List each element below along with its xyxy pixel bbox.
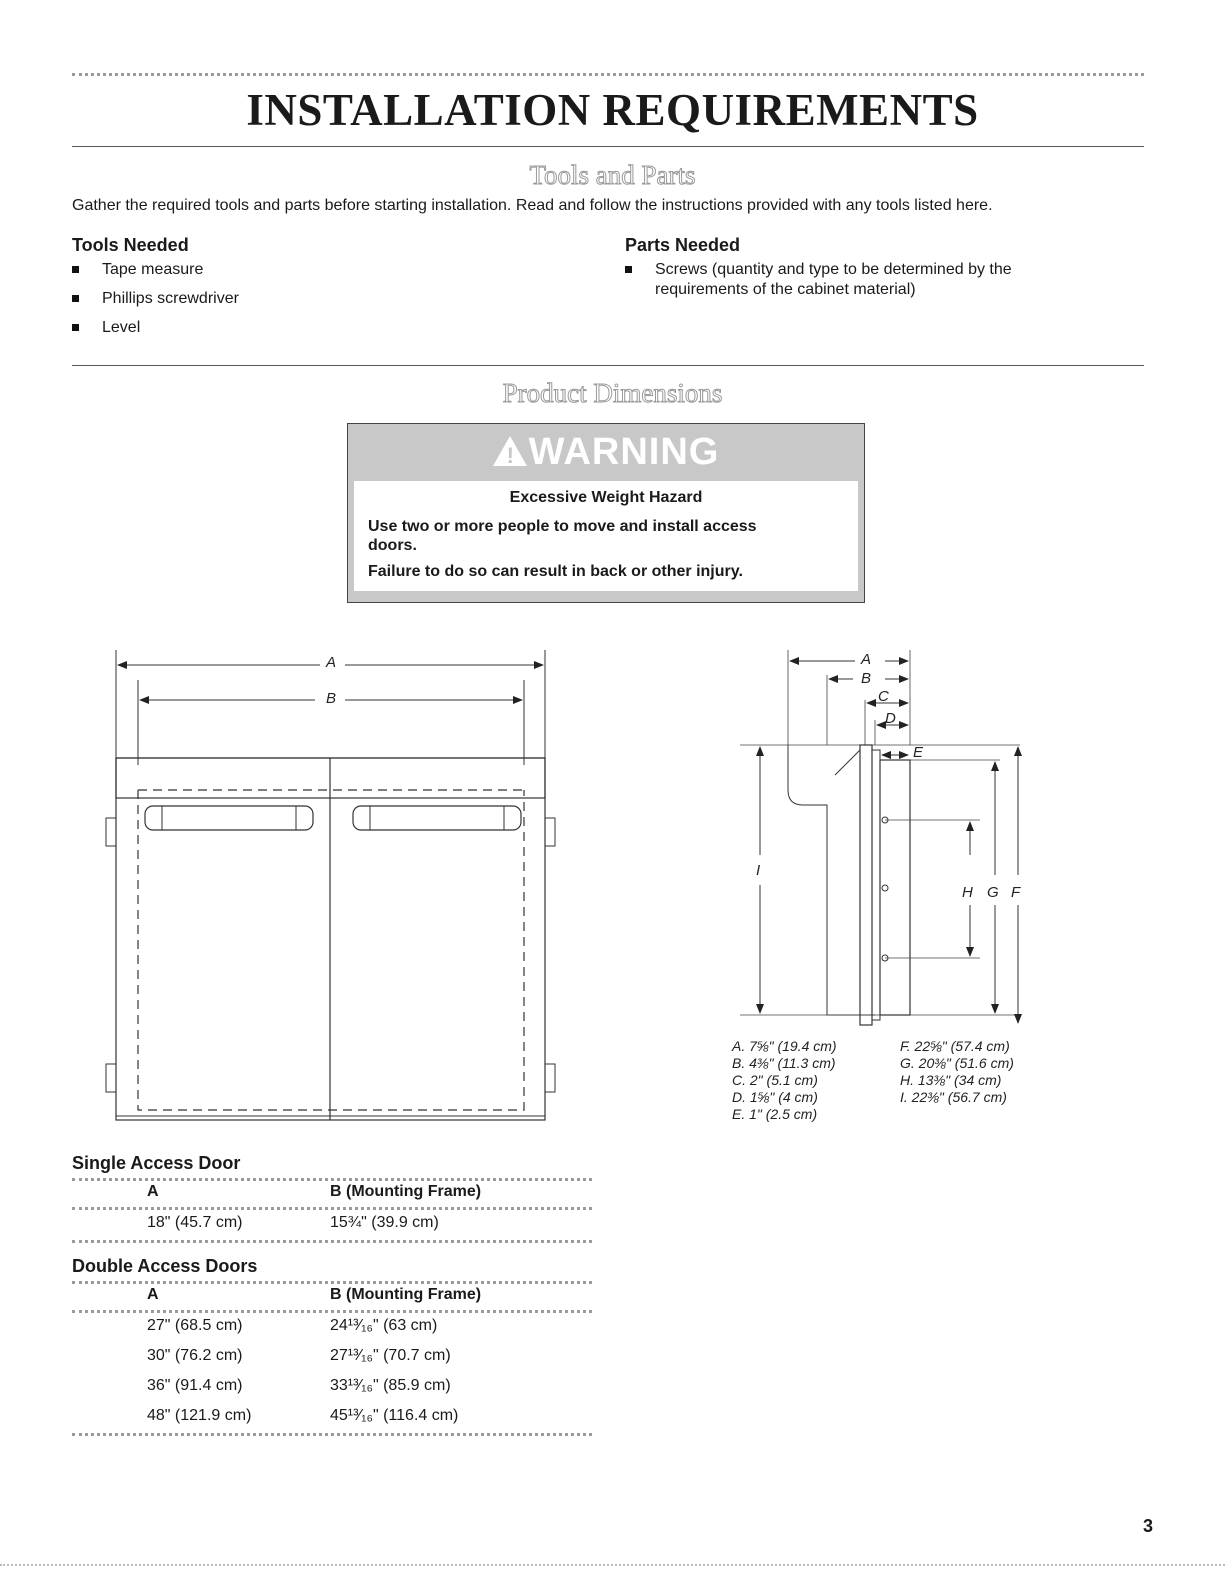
single-door-table bbox=[72, 1178, 592, 1243]
bottom-decorative-rule bbox=[0, 1564, 1225, 1566]
side-label-a: A bbox=[861, 651, 872, 668]
top-decorative-rule bbox=[72, 73, 1144, 76]
warning-line-1: Use two or more people to move and install access doors. bbox=[368, 518, 757, 554]
parts-needed-heading: Parts Needed bbox=[625, 235, 741, 255]
parts-list bbox=[625, 260, 1065, 309]
front-label-b: B bbox=[326, 690, 337, 707]
table-header-row bbox=[72, 1284, 592, 1310]
warning-line-2: Failure to do so can result in back or other injury. bbox=[368, 563, 743, 580]
side-label-i: I bbox=[756, 862, 761, 879]
bullet-icon bbox=[72, 295, 79, 302]
title-divider bbox=[72, 146, 1144, 147]
side-label-c: C bbox=[878, 688, 889, 705]
table-rule bbox=[72, 1433, 592, 1436]
side-label-g: G bbox=[987, 884, 999, 901]
side-label-d: D bbox=[885, 710, 896, 727]
list-item: Level bbox=[72, 318, 552, 338]
list-item: Tape measure bbox=[72, 260, 552, 280]
list-item: Screws (quantity and type to be determined by the requirements of the cabinet material) bbox=[625, 260, 1065, 300]
warning-header: ! WARNING bbox=[348, 431, 864, 474]
bullet-icon bbox=[625, 266, 632, 273]
single-door-table-title: Single Access Door bbox=[72, 1153, 241, 1173]
table-row: 30" (76.2 cm) 27¹³⁄₁₆" (70.7 cm) bbox=[147, 1347, 451, 1364]
bullet-icon bbox=[72, 266, 79, 273]
list-item: Phillips screwdriver bbox=[72, 289, 552, 309]
table-row: 18" (45.7 cm) 15¾" (39.9 cm) bbox=[147, 1214, 439, 1231]
side-label-b: B bbox=[861, 670, 872, 687]
front-view-diagram bbox=[100, 640, 570, 1130]
double-door-table-title: Double Access Doors bbox=[72, 1256, 258, 1276]
page-number: 3 bbox=[1142, 1516, 1153, 1536]
tools-needed-heading: Tools Needed bbox=[72, 235, 189, 255]
front-label-a: A bbox=[326, 654, 337, 671]
column-header-a: A bbox=[147, 1183, 159, 1200]
double-door-table bbox=[72, 1281, 592, 1436]
column-header-a: A bbox=[147, 1286, 159, 1303]
table-header-row bbox=[72, 1181, 592, 1207]
warning-triangle-icon: ! bbox=[493, 436, 527, 466]
tools-and-parts-heading: Tools and Parts bbox=[529, 160, 696, 190]
warning-box bbox=[347, 423, 865, 603]
side-legend-right: F. 22⅝" (57.4 cm) G. 20⅜" (51.6 cm) H. 13⅜" (34 cm) I. 22⅜" (56.7 cm) bbox=[900, 1038, 1014, 1105]
warning-hazard: Excessive Weight Hazard bbox=[509, 489, 703, 506]
column-header-b: B (Mounting Frame) bbox=[330, 1286, 482, 1303]
side-label-e: E bbox=[913, 744, 924, 761]
side-label-f: F bbox=[1011, 884, 1021, 901]
warning-body bbox=[354, 481, 858, 591]
tools-intro-text: Gather the required tools and parts before starting installation. Read and follow the instructions provided with any tools listed here. bbox=[72, 197, 993, 214]
side-label-h: H bbox=[962, 884, 973, 901]
side-legend-left: A. 7⅝" (19.4 cm) B. 4⅜" (11.3 cm) C. 2" (5.1 cm) D. 1⅝" (4 cm) E. 1" (2.5 cm) bbox=[732, 1038, 837, 1122]
column-header-b: B (Mounting Frame) bbox=[330, 1183, 482, 1200]
table-row: 27" (68.5 cm) 24¹³⁄₁₆" (63 cm) bbox=[147, 1317, 438, 1334]
table-rule bbox=[72, 1240, 592, 1243]
table-row: 36" (91.4 cm) 33¹³⁄₁₆" (85.9 cm) bbox=[147, 1377, 451, 1394]
product-dimensions-heading: Product Dimensions bbox=[502, 378, 723, 408]
section-divider bbox=[72, 365, 1144, 366]
table-row: 48" (121.9 cm) 45¹³⁄₁₆" (116.4 cm) bbox=[147, 1407, 459, 1424]
page-title: INSTALLATION REQUIREMENTS bbox=[246, 85, 979, 135]
bullet-icon bbox=[72, 324, 79, 331]
tools-list bbox=[72, 260, 552, 347]
